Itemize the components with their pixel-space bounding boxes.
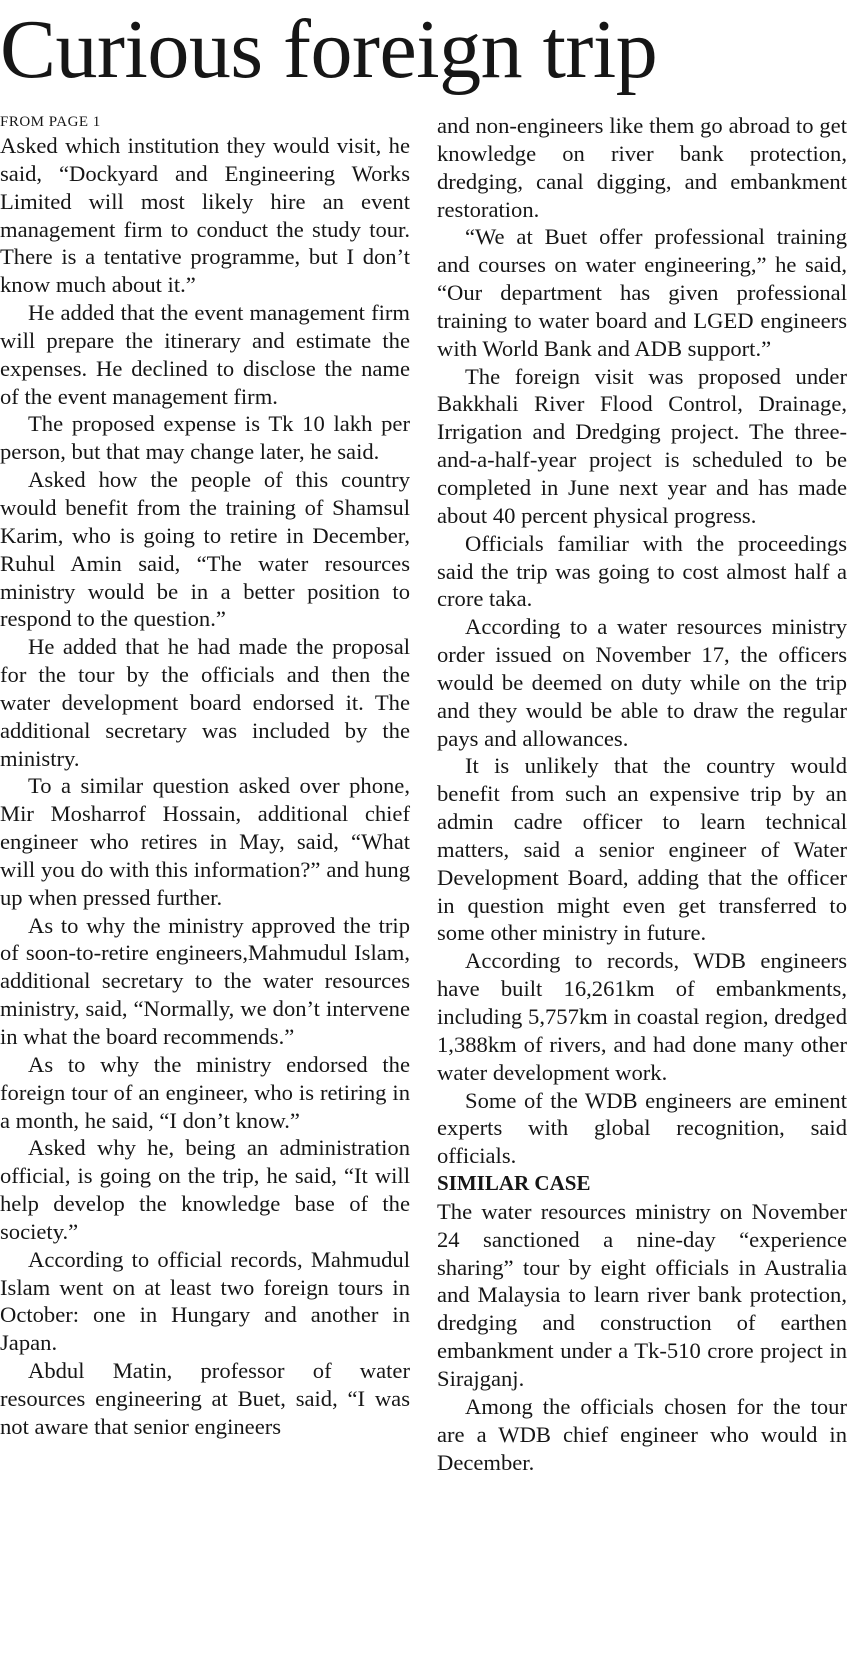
subhead: SIMILAR CASE <box>437 1171 591 1196</box>
paragraph: The proposed expense is Tk 10 lakh per person, but that may change later, he said. <box>0 411 410 465</box>
continuation-label: FROM PAGE 1 <box>0 114 101 130</box>
paragraph: According to official records, Mahmudul Islam went on at least two foreign tours in October: one in Hungary and another in Japan. <box>0 1246 410 1356</box>
paragraph: As to why the ministry approved the trip of soon-to-retire engineers,Mahmudul Islam, additional secretary to the water resources ministry, said, “Normally, we don’t intervene in what the board recommends.” <box>0 912 410 1049</box>
paragraph: The water resources ministry on November 24 sanctioned a nine-day “experience sharing” tour by eight officials in Australia and Malaysia to learn river bank protection, dredging and construction of earthen embankment under a Tk-510 crore project in Sirajganj. <box>437 1198 847 1391</box>
paragraph: and non-engineers like them go abroad to get knowledge on river bank protection, dredging, canal digging, and embankment restoration. <box>437 113 847 222</box>
paragraph: Asked which institution they would visit, he said, “Dockyard and Engineering Works Limited will most likely hire an event management firm to conduct the study tour. There is a tentative programme, but I don’t know much about it.” <box>0 133 410 298</box>
paragraph: Abdul Matin, professor of water resources engineering at Buet, said, “I was not aware that senior engineers <box>0 1358 410 1439</box>
paragraph: “We at Buet offer professional training and courses on water engineering,” he said, “Our department has given professional training to water board and LGED engineers with World Bank and ADB support.” <box>437 224 847 361</box>
paragraph: As to why the ministry endorsed the foreign tour of an engineer, who is retiring in a month, he said, “I don’t know.” <box>0 1051 410 1133</box>
left-column <box>0 112 410 1441</box>
paragraph: It is unlikely that the country would benefit from such an expensive trip by an admin cadre officer to learn technical matters, said a senior engineer of Water Development Board, adding that the officer in question might even get transferred to some other ministry in future. <box>437 753 847 946</box>
paragraph: Among the officials chosen for the tour are a WDB chief engineer who would in December. <box>437 1393 847 1475</box>
paragraph: To a similar question asked over phone, Mir Mosharrof Hossain, additional chief engineer who retires in May, said, “What will you do with this information?” and hung up when pressed further. <box>0 773 410 910</box>
paragraph: He added that he had made the proposal for the tour by the officials and then the water development board endorsed it. The additional secretary was included by the ministry. <box>0 634 410 771</box>
paragraph: The foreign visit was proposed under Bakkhali River Flood Control, Drainage, Irrigation and Dredging project. The three-and-a-half-year project is scheduled to be completed in June next year and has made about 40 percent physical progress. <box>437 363 847 528</box>
paragraph: Asked why he, being an administration official, is going on the trip, he said, “It will help develop the knowledge base of the society.” <box>0 1135 410 1244</box>
paragraph: Some of the WDB engineers are eminent experts with global recognition, said officials. <box>437 1087 847 1169</box>
paragraph: According to a water resources ministry order issued on November 17, the officers would be deemed on duty while on the trip and they would be able to draw the regular pays and allowances. <box>437 614 847 751</box>
paragraph: According to records, WDB engineers have built 16,261km of embankments, including 5,757km in coastal region, dredged 1,388km of rivers, and had done many other water development work. <box>437 948 847 1085</box>
right-column <box>437 112 847 1476</box>
paragraph: Asked how the people of this country would benefit from the training of Shamsul Karim, who is going to retire in December, Ruhul Amin said, “The water resources ministry would be in a better position to respond to the question.” <box>0 467 410 632</box>
paragraph: He added that the event management firm will prepare the itinerary and estimate the expenses. He declined to disclose the name of the event management firm. <box>0 300 410 409</box>
headline: Curious foreign trip <box>0 3 658 96</box>
paragraph: Officials familiar with the proceedings said the trip was going to cost almost half a crore taka. <box>437 530 847 612</box>
